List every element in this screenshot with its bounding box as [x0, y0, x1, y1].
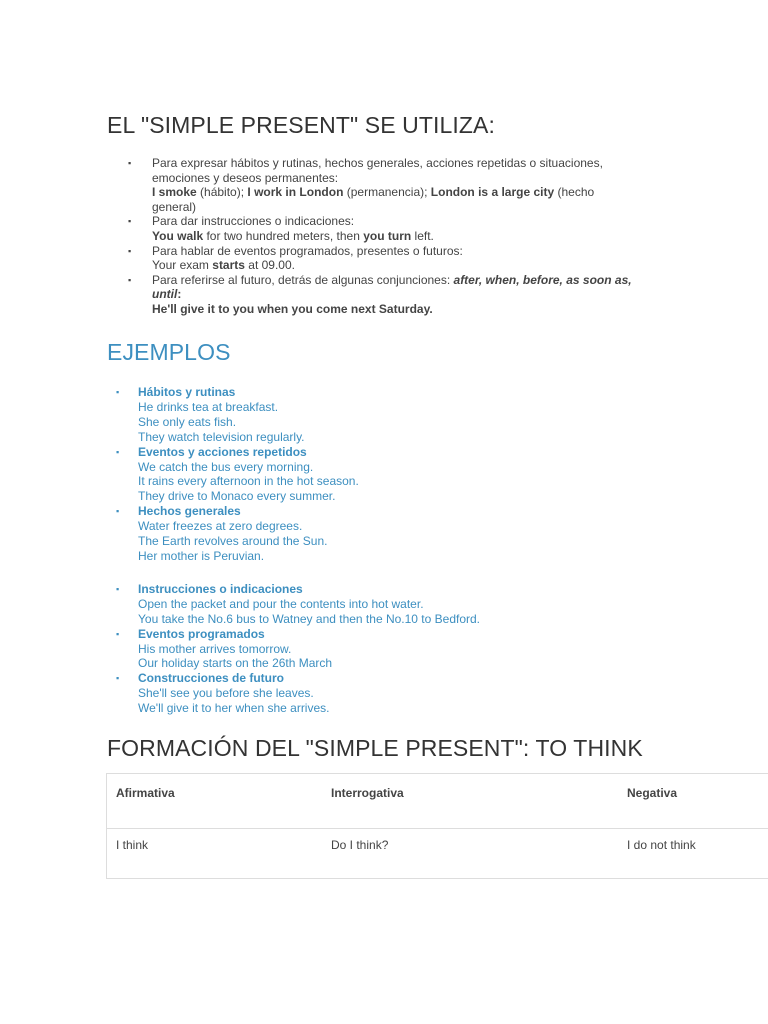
use-text: you turn	[363, 228, 412, 243]
uses-list	[128, 156, 668, 317]
example-group	[116, 385, 616, 445]
example-category: ▪ Eventos y acciones repetidos	[138, 444, 307, 459]
use-text: London is a large city	[430, 185, 555, 200]
example-group	[116, 627, 616, 672]
example-category: ▪ Instrucciones o indicaciones	[138, 581, 303, 596]
use-line	[152, 200, 668, 215]
use-text: Para dar instrucciones o indicaciones:	[152, 214, 355, 229]
example-sentence: Her mother is Peruvian.	[138, 548, 265, 563]
example-category: ▪ Eventos programados	[138, 626, 265, 641]
use-line	[152, 214, 668, 229]
formation-heading: FORMACIÓN DEL "SIMPLE PRESENT": TO THINK	[107, 735, 643, 761]
example-sentence: You take the No.6 bus to Watney and then the No.10 to Bedford.	[138, 611, 481, 626]
use-text: starts	[212, 258, 245, 273]
example-category: ▪ Construcciones de futuro	[138, 671, 285, 686]
use-line	[152, 229, 668, 244]
use-text: left.	[411, 228, 434, 243]
use-item	[128, 244, 668, 273]
example-sentence: She only eats fish.	[138, 414, 237, 429]
use-line	[152, 156, 668, 171]
table-header-row	[107, 774, 768, 829]
use-text: Para referirse al futuro, detrás de algunas conjunciones:	[152, 272, 454, 287]
example-sentence: His mother arrives tomorrow.	[138, 641, 292, 656]
examples-list	[116, 385, 616, 716]
use-text: (hecho	[554, 185, 595, 200]
use-line	[152, 273, 668, 288]
example-group	[116, 504, 616, 564]
use-line	[152, 171, 668, 186]
use-text: :	[177, 287, 182, 302]
use-text: Para hablar de eventos programados, presentes o futuros:	[152, 243, 463, 258]
use-text: (hábito);	[196, 185, 248, 200]
example-group	[116, 582, 616, 627]
use-text: emociones y deseos permanentes:	[152, 170, 339, 185]
header-interrogativa: Interrogativa	[331, 786, 404, 800]
use-text: (permanencia);	[343, 185, 431, 200]
use-text: I smoke	[152, 185, 197, 200]
use-item	[128, 214, 668, 243]
use-text: until	[152, 287, 178, 302]
example-sentence: We catch the bus every morning.	[138, 459, 314, 474]
use-line	[152, 287, 668, 302]
example-sentence: Our holiday starts on the 26th March	[138, 656, 333, 671]
use-line	[152, 258, 668, 273]
example-sentence: The Earth revolves around the Sun.	[138, 534, 328, 549]
use-text: He'll give it to you when you come next Saturday.	[152, 301, 433, 316]
use-text: Para expresar hábitos y rutinas, hechos generales, acciones repetidas o situaciones,	[152, 156, 603, 170]
header-negativa: Negativa	[627, 786, 678, 800]
example-group	[116, 671, 616, 716]
use-text: I work in London	[247, 185, 344, 200]
use-text: general)	[152, 199, 197, 214]
cell-afirmativa: I think	[116, 838, 149, 852]
cell-interrogativa: Do I think?	[331, 838, 389, 852]
use-item	[128, 273, 668, 317]
header-afirmativa: Afirmativa	[116, 786, 175, 800]
use-text: You walk	[152, 228, 204, 243]
example-sentence: Open the packet and pour the contents into hot water.	[138, 596, 424, 611]
cell-negativa: I do not think	[627, 838, 696, 852]
use-line	[152, 244, 668, 259]
example-sentence: They drive to Monaco every summer.	[138, 489, 336, 504]
use-line	[152, 185, 668, 200]
use-text: after, when, before, as soon as,	[453, 272, 632, 287]
page-title: EL "SIMPLE PRESENT" SE UTILIZA:	[107, 112, 495, 138]
use-line	[152, 302, 668, 317]
use-item	[128, 156, 668, 214]
example-sentence: He drinks tea at breakfast.	[138, 399, 279, 414]
conjugation-table	[106, 773, 768, 879]
examples-heading: EJEMPLOS	[107, 339, 231, 365]
use-text: for two hundred meters, then	[203, 228, 364, 243]
example-category: ▪ Hábitos y rutinas	[138, 385, 236, 399]
example-group	[116, 445, 616, 505]
use-text: at 09.00.	[244, 258, 295, 273]
example-sentence: It rains every afternoon in the hot season.	[138, 474, 359, 489]
example-sentence: She'll see you before she leaves.	[138, 686, 314, 701]
use-text: Your exam	[152, 258, 213, 273]
example-sentence: Water freezes at zero degrees.	[138, 519, 303, 534]
example-sentence: They watch television regularly.	[138, 429, 305, 444]
example-category: ▪ Hechos generales	[138, 504, 241, 519]
example-sentence: We'll give it to her when she arrives.	[138, 701, 330, 716]
